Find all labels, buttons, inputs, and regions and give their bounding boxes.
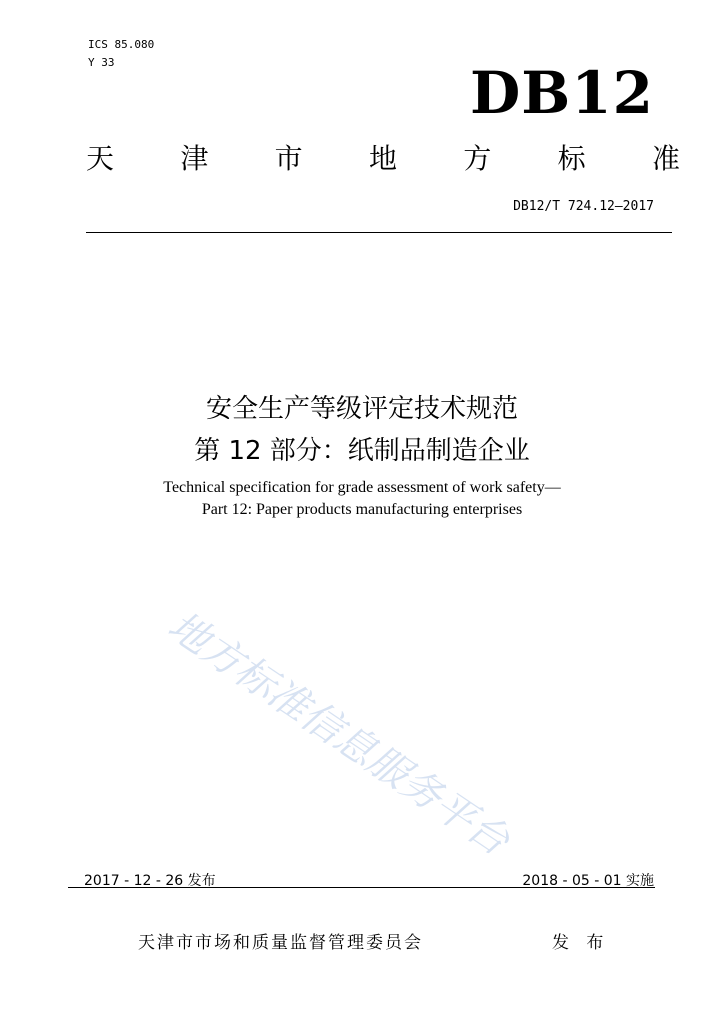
title-english-line-2: Part 12: Paper products manufacturing enterprises [201,501,523,518]
standard-type-heading [86,142,680,176]
db-logo: DB12 [469,59,654,127]
title-english-line-1: Technical specification for grade assessment of work safety— [163,479,561,496]
standard-type-char: 准 [651,142,680,175]
standard-type-char: 标 [557,142,586,175]
watermark: 地方标准信息服务平台 [159,602,518,865]
title-chinese-line-1: 安全生产等级评定技术规范 [205,394,518,424]
title-chinese-line-2: 第 12 部分：纸制品制造企业 [194,436,530,466]
bottom-divider [68,887,655,888]
standard-type-char: 方 [463,142,492,175]
ics-code: ICS 85.080 [88,38,155,51]
top-divider [86,232,672,233]
standard-type-char: 天 [86,142,115,175]
standard-type-char: 地 [368,142,397,175]
issue-date: 2017 - 12 - 26 发布 [84,873,216,889]
standard-number: DB12/T 724.12—2017 [513,199,654,214]
standard-type-char: 津 [180,142,209,175]
ccs-code: Y 33 [88,56,115,69]
issuing-authority: 天津市市场和质量监督管理委员会 [138,933,423,953]
implementation-date: 2018 - 05 - 01 实施 [522,873,654,889]
publish-label: 发 布 [552,933,610,953]
standard-type-char: 市 [274,142,303,175]
